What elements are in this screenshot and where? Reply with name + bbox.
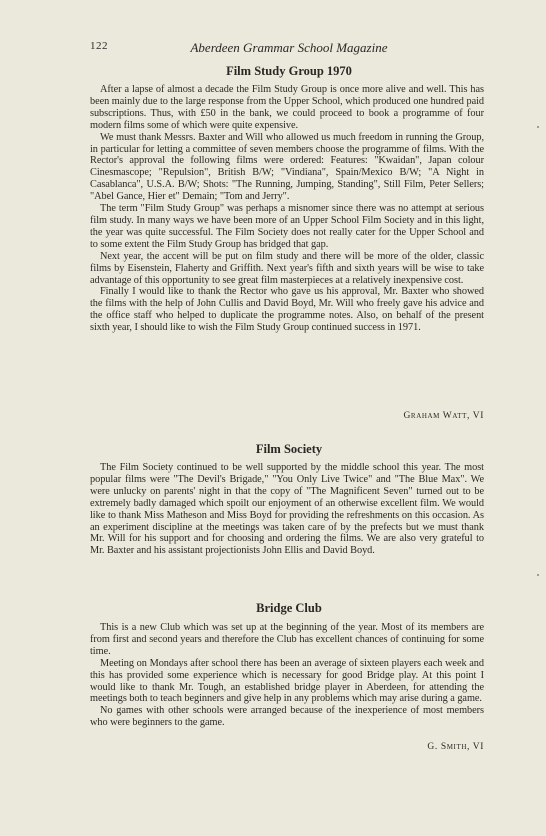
signature-bridge-club: G. Smith, VI (427, 742, 484, 752)
signature-film-study-group: Graham Watt, VI (403, 411, 484, 421)
paragraph: This is a new Club which was set up at the beginning of the year. Most of its members are from first and second years and therefore the Club has excellent chances of continuing for some time. (90, 622, 484, 657)
section-title-film-society: Film Society (255, 442, 323, 456)
paragraph: Next year, the accent will be put on film study and there will be more of the older, classic films by Eisenstein, Flaherty and Griffith. Next year's fifth and sixth years will be wise to take advantage of this opportunity to see great film masterpieces at a relatively inexpensive cost. (90, 250, 484, 286)
running-title: Aberdeen Grammar School Magazine (190, 40, 388, 55)
paragraph: Meeting on Mondays after school there has been an average of sixteen players each week and this has provided some experience which is necessary for good Bridge play. At this point I would like to thank Mr. Tough, an established bridge player in Aberdeen, for attending the meetings both to teach beginners and give help in any problems which may arise during a game. (90, 657, 484, 705)
scan-speck (537, 126, 539, 128)
section-body-film-society (90, 462, 484, 557)
paragraph: We must thank Messrs. Baxter and Will who allowed us much freedom in running the Group, in particular for letting a committee of seven members choose the programme of films. With the Rector's approval the following films were ordered: Features: "Kwaidan", Japan colour Cinesmascope; "Repulsion", British B/W; "Vindiana", Spain/Mexico B/W; "A Night in Casablanca", U.S.A. B/W; Shots: "The Running, Jumping, Standing", Still Film, Peter Sellers; "Abel Gance, Hier et" Demain; "Tom and Jerry". (90, 131, 484, 203)
section-title-film-study-group: Film Study Group 1970 (226, 64, 352, 78)
paragraph: After a lapse of almost a decade the Film Study Group is once more alive and well. This has been mainly due to the large response from the Upper School, which produced one hundred paid subscriptions. Thus, with £50 in the bank, we could proceed to book a programme of four modern films some of which were quite expensive. (90, 84, 484, 131)
section-body-film-study-group (90, 84, 484, 334)
page-number: 122 (90, 40, 108, 52)
paragraph: Finally I would like to thank the Rector who gave us his approval, Mr. Baxter who showed the films with the help of John Cullis and David Boyd, Mr. Will who freely gave his advice and the office staff who helped to duplicate the programme notes. Also, on behalf of the present sixth year, I should like to wish the Film Study Group continued success in 1971. (90, 286, 484, 334)
section-title-bridge-club: Bridge Club (256, 601, 322, 615)
page-header (90, 40, 488, 58)
paragraph: The Film Society continued to be well supported by the middle school this year. The most popular films were "The Devil's Brigade," "You Only Live Twice" and "The Blue Max". We were unlucky on parents' night in that the copy of "The Magnificent Seven" turned out to be extremely badly damaged which spoilt our enjoyment of an otherwise excellent film. We would like to thank Miss Matheson and Miss Boyd for providing the refreshments on this occasion. As an experiment discipline at the meetings was taken care of by the prefects but we must thank Mr. Will for his support and for choosing and ordering the films. We are also very grateful to Mr. Baxter and his assistant projectionists John Ellis and David Boyd. (90, 462, 484, 557)
paragraph: No games with other schools were arranged because of the inexperience of most members who were beginners to the game. (90, 705, 484, 729)
paragraph: The term "Film Study Group" was perhaps a misnomer since there was no attempt at serious film study. In many ways we have been more of an Upper School Film Society and in this light, the year was quite successful. The Film Society does not really cater for the Upper School and to some extent the Film Study Group has bridged that gap. (90, 203, 484, 250)
scan-speck (537, 574, 539, 576)
section-body-bridge-club (90, 622, 484, 729)
